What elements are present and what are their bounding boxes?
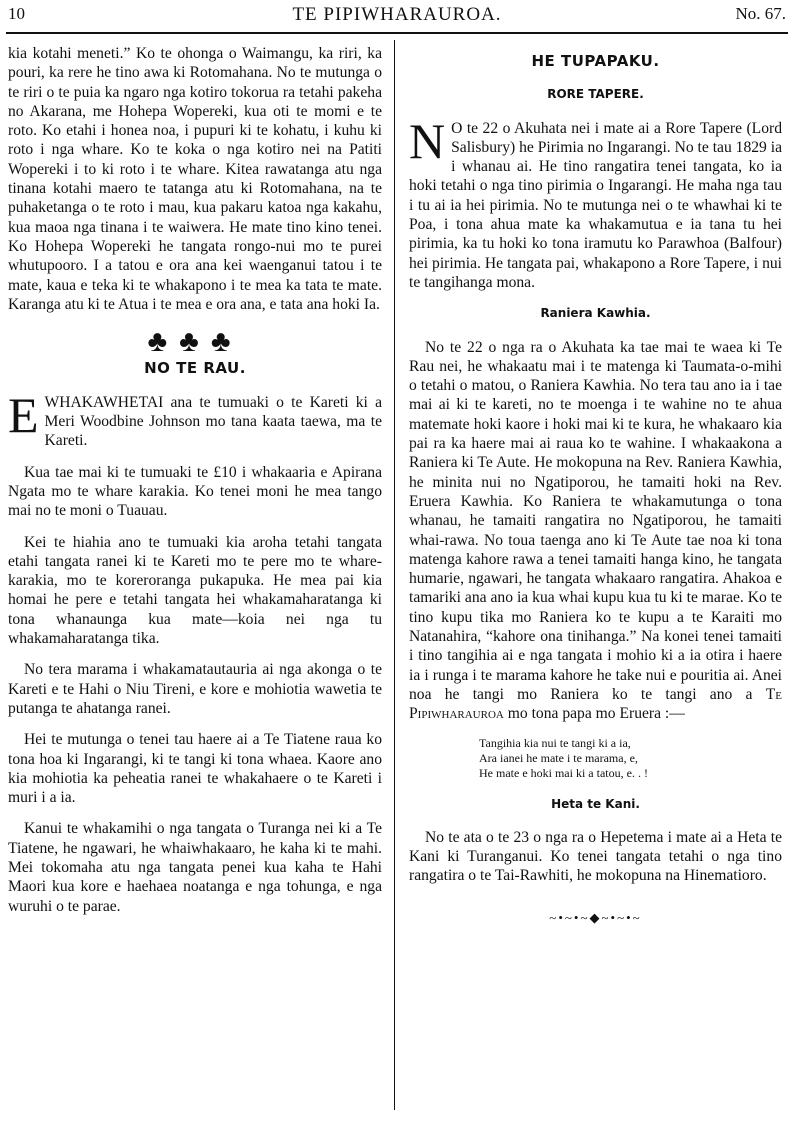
rau-paragraph-2: Kua tae mai ki te tumuaki te £10 i whakaaria e Apirana Ngata mo te whare karakia. Ko tenei moni he mea tango mai no te moni o Tuauau. <box>8 463 382 520</box>
drop-cap-e: E <box>8 386 39 443</box>
section-heading-no-te-rau: NO TE RAU. <box>144 359 246 378</box>
rau-paragraph-3: Kei te hiahia ano te tumuaki kia aroha tetahi tangata etahi tangata ranei ki te Kareti mo te pere mo te whare-karakia, mo te koreroranga pukapuka. He mea pai kia homai he pere e tetahi tangata hei whakamaharatanga ki tona whanaunga kua mate—koia nei nga tu whakamaharatanga tika. <box>8 533 382 648</box>
article-continuation: kia kotahi meneti.” Ko te ohonga o Waimangu, ka riri, ka pouri, ka rere he tino awa ki Rotomahana. No te mutunga o te riri o te puia ka ngaro nga kotiro tokorua ra tetahi pakeha no Akarana, me Hohepa Wopereki, kua oti te momi e te roto. Ko etahi i honea noa, i pupuri ki te kohatu, i kuhu ki roto i nga whare. Ko te koka o nga kotiro nei na Patiti Wopereki i to ki roto i te whare. Kitea rawatanga atu nga tinana kotahi maero te tatanga atu ki Rotomahana, na te puhaketanga o te roto i mau, kua pakaru katoa nga kakahu, kua maoa nga tinana i te waiwera. He mate tino kino tenei. Ko Hohepa Wopereki he tangata rongo-nui mo te purei whutupooro. I a tatou e ora ana kei waenganui tatou i te mate, kaua e teka ki te whakapono i te mea ka tata te mate. Karanga atu ki te Atua i te mea e ora ana, e tata ana hoki Ia. <box>8 45 382 313</box>
rau-paragraph-1: EWHAKAWHETAI ana te tumuaki o te Kareti ki a Meri Woodbine Johnson mo tana kaata taewa, ma te Kareti. <box>8 386 382 450</box>
subheading-heta-te-kani: Heta te Kani. <box>551 796 640 811</box>
page-header <box>8 2 786 28</box>
header-rule <box>6 32 788 34</box>
drop-cap-n: N <box>409 112 446 169</box>
newspaper-title: TE PIPIWHARAUROA. <box>292 4 502 25</box>
heta-paragraph: No te ata o te 23 o nga ra o Hepetema i mate ai a Heta te Kani ki Turanganui. Ko tenei tangata tetahi o nga tino rangatira o te Tai-Rawhiti, he mokopuna na Hinematioro. <box>409 828 782 885</box>
page-number: 10 <box>8 4 25 23</box>
right-column <box>409 44 782 927</box>
poem-line-2: Ara ianei he mate i te marama, e, <box>479 750 638 765</box>
poem-line-3: He mate e hoki mai ki a tatou, e. . ! <box>479 765 648 780</box>
clubs-ornament: ♣♣♣ <box>147 325 243 359</box>
column-divider <box>394 40 395 1110</box>
issue-number: No. 67. <box>735 4 786 23</box>
subheading-rore-tapere: RORE TAPERE. <box>547 87 644 102</box>
rau-paragraph-4: No tera marama i whakamatautauria ai nga akonga o te Kareti e te Hahi o Niu Tireni, e kore e mohiotia wawetia te putanga te ahatanga ranei. <box>8 661 382 717</box>
end-ornament: ~•~•~◆~•~•~ <box>549 909 642 925</box>
rau-paragraph-6: Kanui te whakamihi o nga tangata o Turanga nei ki a Te Tiatene, he ngawari, he whaiwhakaaro, he kaha ki te mahi. Mei tokomaha atu nga tangata penei kua kaha te Hahi Maori kua kore e haehaea noatanga e nga tohunga, e nga wuruhi o te parae. <box>8 820 382 915</box>
left-column <box>8 44 382 928</box>
rau-paragraph-5: Hei te mutunga o tenei tau haere ai a Te Tiatene raua ko tona hoa ki Ingarangi, ki te tangi ki tona whaea. Kaore ano kia mohiotia ka peheatia ranei te whakahaere o te Kareti i muri i a ia. <box>8 731 382 807</box>
poem-line-1: Tangihia kia nui te tangi ki a ia, <box>479 735 631 750</box>
paper-name-smallcaps: Te Pipiwharauroa <box>409 685 782 723</box>
rore-tapere-paragraph: N O te 22 o Akuhata nei i mate ai a Rore Tapere (Lord Salisbury) he Pirimia no Ingarangi. No te tau 1829 ia i whanau ai. He tino rangatira tenei tangata, ko ia hoki tetahi o nga tino pirimia o Ingarangi. He maha nga tau i tu ai ia hei pirimia. No te mutunga nei o te whawhai ki te Poa, i tona ahua mate ka whakamutua e ia tana tu hei pirimia, ka tu hoki ko tona iramutu ko Parawhoa (Balfour) hei pirimia. He tangata pai, whakapono a Rore Tapere, i nui te tangihanga mona. <box>409 112 782 291</box>
section-heading-he-tupapaku: HE TUPAPAKU. <box>531 52 660 70</box>
subheading-raniera-kawhia: Raniera Kawhia. <box>540 306 651 321</box>
lament-poem <box>479 736 782 781</box>
raniera-paragraph: No te 22 o nga ra o Akuhata ka tae mai te waea ki Te Rau nei, he whakaatu mai i te matenga ki Taumata-o-mihi o tetahi o matou, o Raniera Kawhia. No tera tau ano ia i tae mai ai ki te kareti, no te moenga i te wahine no te ahua matemate hoki kaore i hoki mai ki te kura, he whakaaro kia pai ra ka haere mai ai raua ko te wahine. I whakaakona a Raniera ki Te Aute. He mokopuna na Rev. Raniera Kawhia, he minita nui no Ngatiporou, he tamaiti hoki na Rev. Eruera Kawhia. Ko Raniera te whakamutunga o tona whanau, he tamaiti rangatira no Ngatiporou, he tamaiti whai-rawa. No toua taenga ano ki Te Aute tae noa ki tona matenga kahore rawa a tenei tamaiti hanga kino, he tangata humarie, ngawari, he tangata whakaaro rangatira. Ahakoa e tamariki ana ano ia kua whai kupu kua tu ki te marae. Ko te tino kupu tika mo Raniera ko te kupu a te Karaiti mo Natanahira, “kahore ona tinihanga.” Na konei tenei tamaiti i tino tangihia ai e nga tangata i mohio ki a ia otira i haere ia i runga i te marama kahore he take nui e pouritia ai. Anei noa he tangi mo Raniera ko te tangi ano a Te Pipiwharauroa mo tona papa mo Eruera :— <box>409 338 782 723</box>
